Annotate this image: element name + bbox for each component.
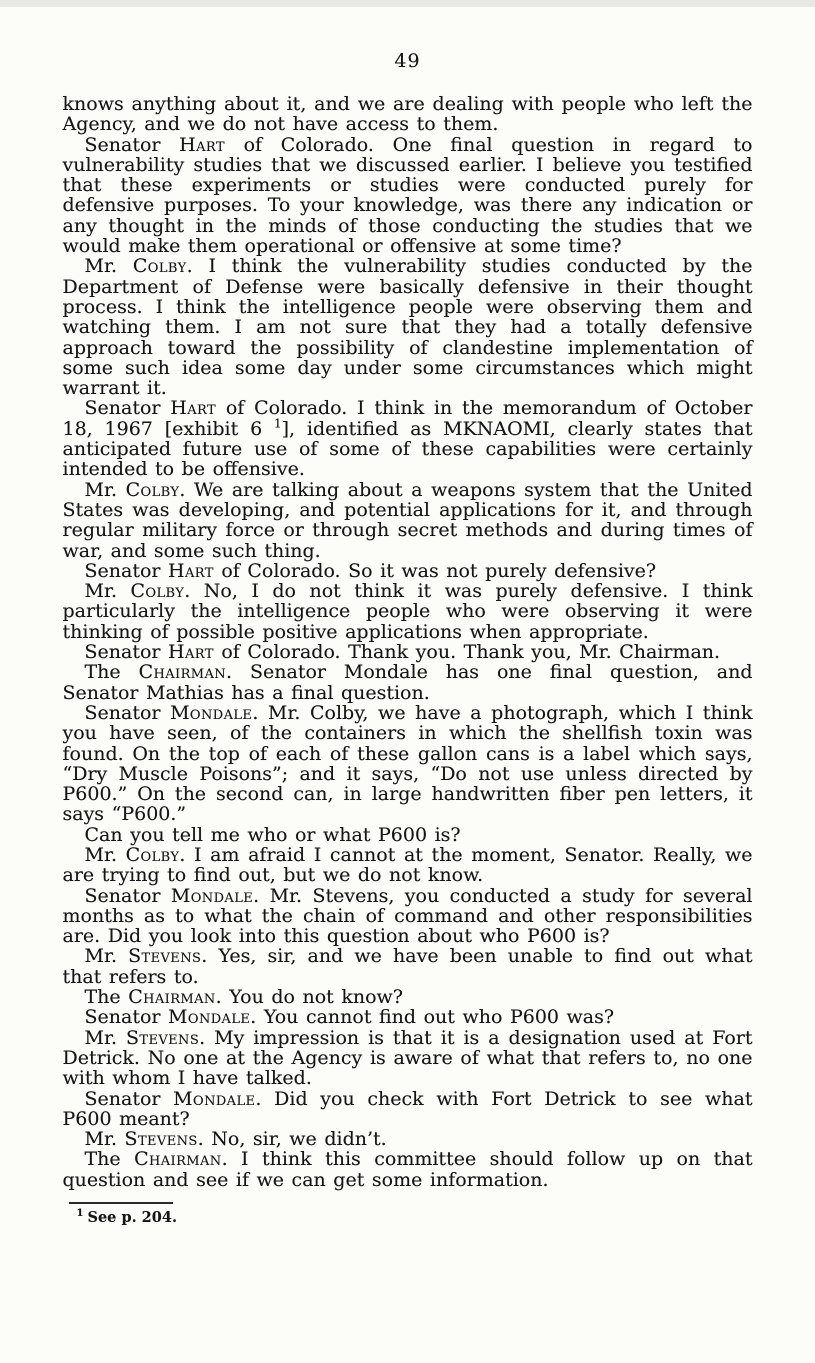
text-segment: Mr. — [84, 1026, 126, 1049]
body-text — [63, 94, 753, 1190]
speaker-name: Colby — [130, 580, 185, 603]
speaker-name: Chairman — [128, 986, 216, 1009]
text-segment: Mr. — [84, 945, 129, 968]
text-segment: The — [84, 986, 129, 1009]
text-segment: The — [84, 661, 139, 684]
paragraph — [63, 135, 753, 257]
paragraph — [63, 1007, 753, 1027]
text-segment: of Colorado. So it was not purely defensive? — [213, 559, 657, 582]
text-segment: . Yes, sir, and we have been unable to find out what that refers to. — [62, 945, 753, 988]
text-segment: Senator — [84, 884, 171, 907]
text-segment: . I am afraid I cannot at the moment, Senator. Really, we are trying to find out, but we do not know. — [62, 843, 753, 887]
text-segment: . I think this committee should follow up on that question and see if we can get some information. — [62, 1148, 753, 1191]
text-segment: Senator — [84, 641, 169, 664]
speaker-name: Mondale — [170, 701, 253, 724]
paragraph — [63, 1028, 753, 1089]
text-segment: . You cannot find out who P600 was? — [250, 1006, 615, 1029]
paragraph — [63, 480, 753, 561]
speaker-name: Hart — [168, 641, 214, 664]
paragraph — [63, 1089, 753, 1130]
speaker-name: Chairman — [134, 1148, 222, 1171]
text-segment: Senator — [84, 1087, 174, 1110]
speaker-name: Colby — [125, 843, 180, 866]
speaker-name: Stevens — [125, 1026, 200, 1049]
footnote — [77, 1209, 753, 1226]
text-segment: of Colorado. One final question in regard to vulnerability studies that we discussed earlier. I believe you testified that these experiments or studies were conducted purely for defensive purposes. To your knowledge, was there any indication or any thought in the minds of those conducting the studies that we would make them operational or offensive at some time? — [62, 133, 753, 258]
paragraph — [63, 581, 753, 642]
text-segment: Senator — [84, 1006, 169, 1029]
speaker-name: Hart — [170, 397, 217, 420]
paragraph — [63, 946, 753, 987]
page-number: 49 — [394, 50, 421, 72]
speaker-name: Colby — [125, 478, 180, 501]
speaker-name: Colby — [132, 255, 187, 278]
paragraph — [63, 825, 753, 845]
text-segment: . No, sir, we didn’t. — [197, 1128, 387, 1151]
text-segment: . You do not know? — [215, 986, 403, 1009]
paragraph — [63, 987, 753, 1007]
scan-edge-top — [0, 0, 815, 7]
text-segment: of Colorado. I think in the memorandum of October 18, 1967 [exhibit 6 — [62, 397, 753, 440]
text-segment: Senator — [84, 133, 180, 156]
text-segment: Senator — [84, 397, 171, 420]
text-segment: Mr. — [84, 580, 131, 603]
text-segment: Mr. — [84, 478, 126, 501]
text-segment: . We are talking about a weapons system that the United States was developing, and potential applications for it, and through regular military force or through secret methods and during times of war, and some such thing. — [62, 478, 753, 562]
text-segment: Senator — [84, 559, 169, 582]
speaker-name: Mondale — [173, 1087, 256, 1110]
speaker-name: Chairman — [138, 661, 227, 684]
paragraph — [63, 94, 753, 135]
text-segment: Senator — [84, 701, 171, 724]
speaker-name: Hart — [168, 559, 214, 582]
paragraph — [63, 642, 753, 662]
paragraph — [63, 561, 753, 581]
paragraph — [63, 845, 753, 886]
text-segment: . Mr. Colby, we have a photograph, which I think you have seen, of the containers in which the shellfish toxin was found. On the top of each of these gallon cans is a label which says, “Dry Muscle Poisons”; and it says, “Do not use unless directed by P600.” On the second can, in large handwritten fiber pen letters, it says “P600.” — [62, 701, 753, 826]
text-segment: Mr. — [84, 843, 126, 866]
text-segment: Mr. — [84, 1128, 125, 1151]
text-segment: ], identified as MKNAOMI, clearly states that anticipated future use of some of these capabilities were certainly intended to be offensive. — [62, 417, 753, 481]
text-segment: Can you tell me who or what P600 is? — [84, 823, 461, 846]
text-segment: . My impression is that it is a designation used at Fort Detrick. No one at the Agency is aware of what that refers to, no one with whom I have talked. — [62, 1026, 753, 1090]
speaker-name: Mondale — [168, 1006, 251, 1029]
text-segment: of Colorado. Thank you. Thank you, Mr. Chairman. — [213, 641, 721, 664]
footnote-marker: 1 — [76, 1208, 84, 1220]
text-segment: . Senator Mondale has one final question, and Senator Mathias has a final question. — [62, 661, 753, 704]
paragraph — [63, 662, 753, 703]
text-segment: The — [84, 1148, 135, 1171]
speaker-name: Stevens — [128, 945, 202, 968]
text-segment: . I think the vulnerability studies conducted by the Department of Defense were basically defensive in their thought process. I think the intelligence people were observing them and watching them. I am not sure that they had a totally defensive approach toward the possibility of clandestine implementation of some such idea some day under some circumstances which might warrant it. — [62, 255, 753, 400]
footnote-reference: 1 — [273, 416, 282, 431]
text-segment: . Mr. Stevens, you conducted a study for several months as to what the chain of command and other responsibilities are. Did you look into this question about who P600 is? — [62, 884, 753, 948]
text-segment: knows anything about it, and we are dealing with people who left the Agency, and we do not have access to them. — [62, 93, 753, 136]
paragraph — [63, 886, 753, 947]
paragraph — [63, 256, 753, 398]
paragraph — [63, 1129, 753, 1149]
footnote-block — [63, 1202, 753, 1226]
footnote-text: See p. 204. — [87, 1209, 177, 1227]
speaker-name: Stevens — [124, 1128, 198, 1151]
paragraph — [63, 398, 753, 479]
footnote-rule — [69, 1202, 173, 1204]
text-segment: . No, I do not think it was purely defensive. I think particularly the intelligence people who were observing it were thinking of possible positive applications when appropriate. — [62, 580, 753, 643]
paragraph — [63, 1149, 753, 1190]
speaker-name: Hart — [179, 133, 225, 156]
speaker-name: Mondale — [170, 884, 254, 907]
text-segment: . Did you check with Fort Detrick to see what P600 meant? — [62, 1087, 753, 1130]
paragraph — [63, 703, 753, 825]
text-segment: Mr. — [84, 255, 133, 278]
